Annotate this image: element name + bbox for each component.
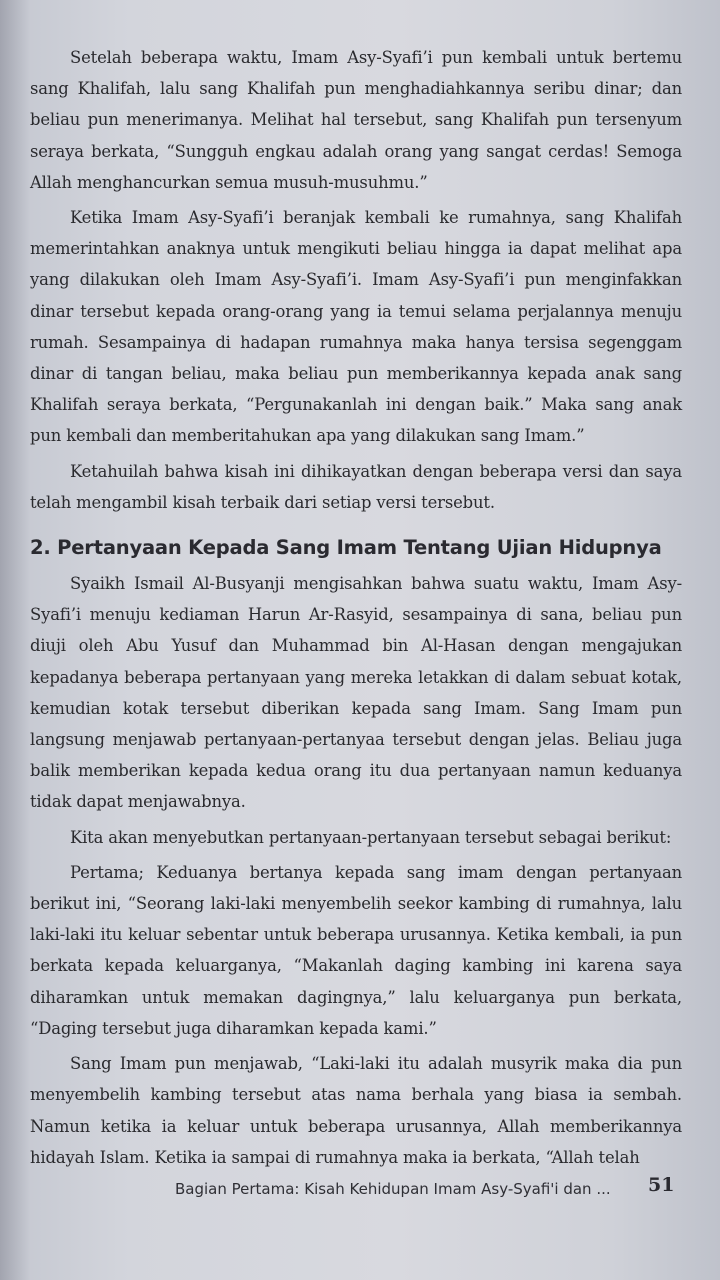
running-title: Bagian Pertama: Kisah Kehidupan Imam Asy-Syafi'i dan ... [175,1180,611,1198]
page-gutter-shadow [0,0,30,1280]
paragraph: Sang Imam pun menjawab, “Laki-laki itu adalah musyrik maka dia pun menyembelih kambing tersebut atas nama berhala yang biasa ia sembah. Namun ketika ia keluar untuk beberapa urusannya, Allah memberikannya hidayah Islam. Ketika ia sampai di rumahnya maka ia berkata, “Allah telah [30,1054,682,1167]
paragraph: Setelah beberapa waktu, Imam Asy-Syafi’i pun kembali untuk bertemu sang Khalifah, lalu sang Khalifah pun menghadiahkannya seribu dinar; dan beliau pun menerimanya. Melihat hal tersebut, sang Khalifah pun tersenyum seraya berkata, “Sungguh engkau adalah orang yang sangat cerdas! Semoga Allah menghancurkan semua musuh-musuhmu.” [30,48,682,192]
paragraph: Pertama; Keduanya bertanya kepada sang imam dengan pertanyaan berikut ini, “Seorang laki-laki menyembelih seekor kambing di rumahnya, lalu laki-laki itu keluar sebentar untuk beberapa urusannya. Ketika kembali, ia pun berkata kepada keluarganya, “Makanlah daging kambing ini karena saya diharamkan untuk memakan dagingnya,” lalu keluarganya pun berkata, “Daging tersebut juga diharamkan kepada kami.” [30,862,682,1038]
paragraph: Syaikh Ismail Al-Busyanji mengisahkan bahwa suatu waktu, Imam Asy-Syafi’i menuju kediaman Harun Ar-Rasyid, sesampainya di sana, beliau pun diuji oleh Abu Yusuf dan Muhammad bin Al-Hasan dengan mengajukan kepadanya beberapa pertanyaan yang mereka letakkan di dalam sebuat kotak, kemudian kotak tersebut diberikan kepada sang Imam. Sang Imam pun langsung menjawab pertanyaan-pertanyaa tersebut dengan jelas. Beliau juga balik memberikan kepada kedua orang itu dua pertanyaan namun keduanya tidak dapat menjawabnya. [30,574,682,812]
page-footer [0,1170,720,1210]
paragraph: Ketika Imam Asy-Syafi’i beranjak kembali ke rumahnya, sang Khalifah memerintahkan anaknya untuk mengikuti beliau hingga ia dapat melihat apa yang dilakukan oleh Imam Asy-Syafi’i. Imam Asy-Syafi’i pun menginfakkan dinar tersebut kepada orang-orang yang ia temui selama perjalannya menuju rumah. Sesampainya di hadapan rumahnya maka hanya tersisa segenggam dinar di tangan beliau, maka beliau pun memberikannya kepada anak sang Khalifah seraya berkata, “Pergunakanlah ini dengan baik.” Maka sang anak pun kembali dan memberitahukan apa yang dilakukan sang Imam.” [30,208,682,446]
paragraph: Kita akan menyebutkan pertanyaan-pertanyaan tersebut sebagai berikut: [70,827,672,847]
page-number: 51 [648,1174,675,1196]
section-heading: 2. Pertanyaan Kepada Sang Imam Tentang Ujian Hidupnya [30,536,662,560]
body-text [30,42,682,1173]
paragraph: Ketahuilah bahwa kisah ini dihikayatkan dengan beberapa versi dan saya telah mengambil kisah terbaik dari setiap versi tersebut. [30,461,682,512]
